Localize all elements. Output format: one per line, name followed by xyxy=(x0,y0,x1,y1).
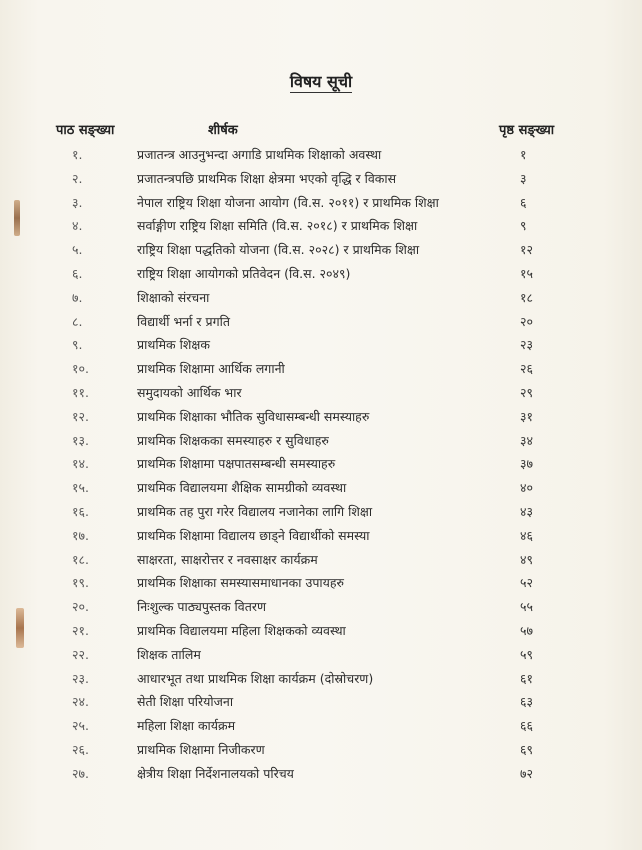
chapter-number: ५. xyxy=(72,242,83,258)
chapter-title: प्राथमिक शिक्षक xyxy=(137,337,210,353)
chapter-title: आधारभूत तथा प्राथमिक शिक्षा कार्यक्रम (दोस्रोचरण) xyxy=(137,670,374,686)
toc-row xyxy=(0,741,642,765)
chapter-number: २३. xyxy=(72,670,89,686)
toc-row xyxy=(0,717,642,741)
chapter-title: शिक्षक तालिम xyxy=(137,646,201,662)
chapter-number: २०. xyxy=(72,599,89,615)
chapter-number: १८. xyxy=(72,551,89,567)
chapter-title: साक्षरता, साक्षरोत्तर र नवसाक्षर कार्यक्रम xyxy=(137,551,318,567)
chapter-number: २७. xyxy=(72,765,89,781)
toc-row xyxy=(0,336,642,360)
toc-row xyxy=(0,598,642,622)
page-number: ६९ xyxy=(520,741,534,757)
page-number: २९ xyxy=(520,384,534,400)
chapter-number: ७. xyxy=(72,289,83,305)
chapter-title: प्राथमिक शिक्षामा पक्षपातसम्बन्धी समस्याहरु xyxy=(137,456,336,472)
column-header-heading: शीर्षक xyxy=(208,123,238,138)
page-number: ७२ xyxy=(520,765,534,781)
chapter-number: २६. xyxy=(72,741,89,757)
chapter-number: २. xyxy=(72,170,83,186)
page-number: ४३ xyxy=(520,503,534,519)
page-number: २६ xyxy=(520,361,534,377)
chapter-title: सेती शिक्षा परियोजना xyxy=(137,694,234,710)
chapter-number: १०. xyxy=(72,361,89,377)
page-number: ६१ xyxy=(520,670,534,686)
toc-row xyxy=(0,432,642,456)
chapter-number: १. xyxy=(72,147,83,162)
chapter-title: प्राथमिक विद्यालयमा महिला शिक्षकको व्यवस्था xyxy=(137,622,346,638)
chapter-title: समुदायको आर्थिक भार xyxy=(137,384,242,400)
chapter-number: ९. xyxy=(72,337,83,353)
toc-row xyxy=(0,265,642,289)
page-number: ६३ xyxy=(520,694,534,710)
page-number: ३ xyxy=(520,170,527,186)
chapter-title: प्राथमिक शिक्षकका समस्याहरु र सुविधाहरु xyxy=(137,432,329,448)
toc-row xyxy=(0,384,642,408)
chapter-number: २४. xyxy=(72,694,89,710)
toc-row xyxy=(0,313,642,337)
page-number: ४० xyxy=(520,480,534,496)
chapter-title: प्राथमिक शिक्षाका समस्यासमाधानका उपायहरु xyxy=(137,575,345,591)
chapter-title: महिला शिक्षा कार्यक्रम xyxy=(137,718,236,734)
chapter-title: क्षेत्रीय शिक्षा निर्देशनालयको परिचय xyxy=(137,765,294,781)
page-number: ९ xyxy=(520,218,527,234)
chapter-title: प्राथमिक शिक्षामा आर्थिक लगानी xyxy=(137,361,285,377)
table-of-contents xyxy=(0,146,642,789)
chapter-number: ८. xyxy=(72,313,83,329)
toc-row xyxy=(0,408,642,432)
chapter-number: २१. xyxy=(72,622,89,638)
chapter-number: १५. xyxy=(72,480,89,496)
toc-row xyxy=(0,503,642,527)
toc-row xyxy=(0,455,642,479)
chapter-number: १२. xyxy=(72,408,89,424)
chapter-number: ६. xyxy=(72,265,83,281)
page-number: १८ xyxy=(520,289,534,305)
chapter-number: १३. xyxy=(72,432,89,448)
page-title xyxy=(0,70,642,92)
page-number: ५७ xyxy=(520,622,534,638)
chapter-number: ११. xyxy=(72,384,89,400)
chapter-title: प्राथमिक विद्यालयमा शैक्षिक सामग्रीको व्यवस्था xyxy=(137,480,347,496)
page-number: ६६ xyxy=(520,718,534,734)
chapter-number: १४. xyxy=(72,456,89,472)
toc-row xyxy=(0,670,642,694)
column-header-number: पाठ सङ्ख्या xyxy=(56,123,115,138)
chapter-title: प्रजातन्त्रपछि प्राथमिक शिक्षा क्षेत्रमा भएको वृद्धि र विकास xyxy=(137,170,397,186)
page-number: ६ xyxy=(520,194,527,210)
toc-row xyxy=(0,146,642,170)
toc-row xyxy=(0,217,642,241)
chapter-number: १९. xyxy=(72,575,89,591)
toc-row xyxy=(0,622,642,646)
page-title-text: विषय सूची xyxy=(289,72,353,91)
toc-row xyxy=(0,765,642,789)
page-number: ४६ xyxy=(520,527,534,543)
page-number: ५५ xyxy=(520,599,534,615)
chapter-number: १७. xyxy=(72,527,89,543)
chapter-title: विद्यार्थी भर्ना र प्रगति xyxy=(137,313,231,329)
page-number: ५९ xyxy=(520,646,534,662)
page-number: ३१ xyxy=(520,408,534,424)
chapter-title: शिक्षाको संरचना xyxy=(137,289,210,305)
chapter-title: प्रजातन्त्र आउनुभन्दा अगाडि प्राथमिक शिक्षाको अवस्था xyxy=(137,147,382,162)
chapter-number: २२. xyxy=(72,646,89,662)
column-header-page: पृष्ठ सङ्ख्या xyxy=(499,123,555,138)
page-number: २० xyxy=(520,313,534,329)
chapter-title: नेपाल राष्ट्रिय शिक्षा योजना आयोग (वि.स. २०११) र प्राथमिक शिक्षा xyxy=(137,194,439,210)
toc-row xyxy=(0,170,642,194)
toc-row xyxy=(0,194,642,218)
chapter-number: २५. xyxy=(72,718,89,734)
toc-row xyxy=(0,241,642,265)
chapter-number: ४. xyxy=(72,218,83,234)
chapter-title: राष्ट्रिय शिक्षा पद्धतिको योजना (वि.स. २०२८) र प्राथमिक शिक्षा xyxy=(137,242,420,258)
page-number: ३७ xyxy=(520,456,534,472)
toc-row xyxy=(0,479,642,503)
page-number: १५ xyxy=(520,265,534,281)
chapter-number: १६. xyxy=(72,503,89,519)
chapter-title: प्राथमिक तह पुरा गरेर विद्यालय नजानेका लागि शिक्षा xyxy=(137,503,373,519)
chapter-title: सर्वाङ्गीण राष्ट्रिय शिक्षा समिति (वि.स. २०१८) र प्राथमिक शिक्षा xyxy=(137,218,418,234)
toc-row xyxy=(0,574,642,598)
page-number: १२ xyxy=(520,242,534,258)
page-number: ४९ xyxy=(520,551,534,567)
toc-row xyxy=(0,289,642,313)
chapter-title: निःशुल्क पाठ्यपुस्तक वितरण xyxy=(137,599,266,615)
toc-row xyxy=(0,693,642,717)
chapter-title: प्राथमिक शिक्षाका भौतिक सुविधासम्बन्धी समस्याहरु xyxy=(137,408,370,424)
toc-row xyxy=(0,360,642,384)
chapter-title: प्राथमिक शिक्षामा निजीकरण xyxy=(137,741,265,757)
page-number: १ xyxy=(520,147,527,162)
chapter-title: राष्ट्रिय शिक्षा आयोगको प्रतिवेदन (वि.स. २०४९) xyxy=(137,265,351,281)
toc-row xyxy=(0,551,642,575)
page-number: ५२ xyxy=(520,575,534,591)
chapter-title: प्राथमिक शिक्षामा विद्यालय छाड्ने विद्यार्थीको समस्या xyxy=(137,527,370,543)
page-number: २३ xyxy=(520,337,534,353)
chapter-number: ३. xyxy=(72,194,83,210)
toc-row xyxy=(0,527,642,551)
toc-row xyxy=(0,646,642,670)
page-number: ३४ xyxy=(520,432,534,448)
